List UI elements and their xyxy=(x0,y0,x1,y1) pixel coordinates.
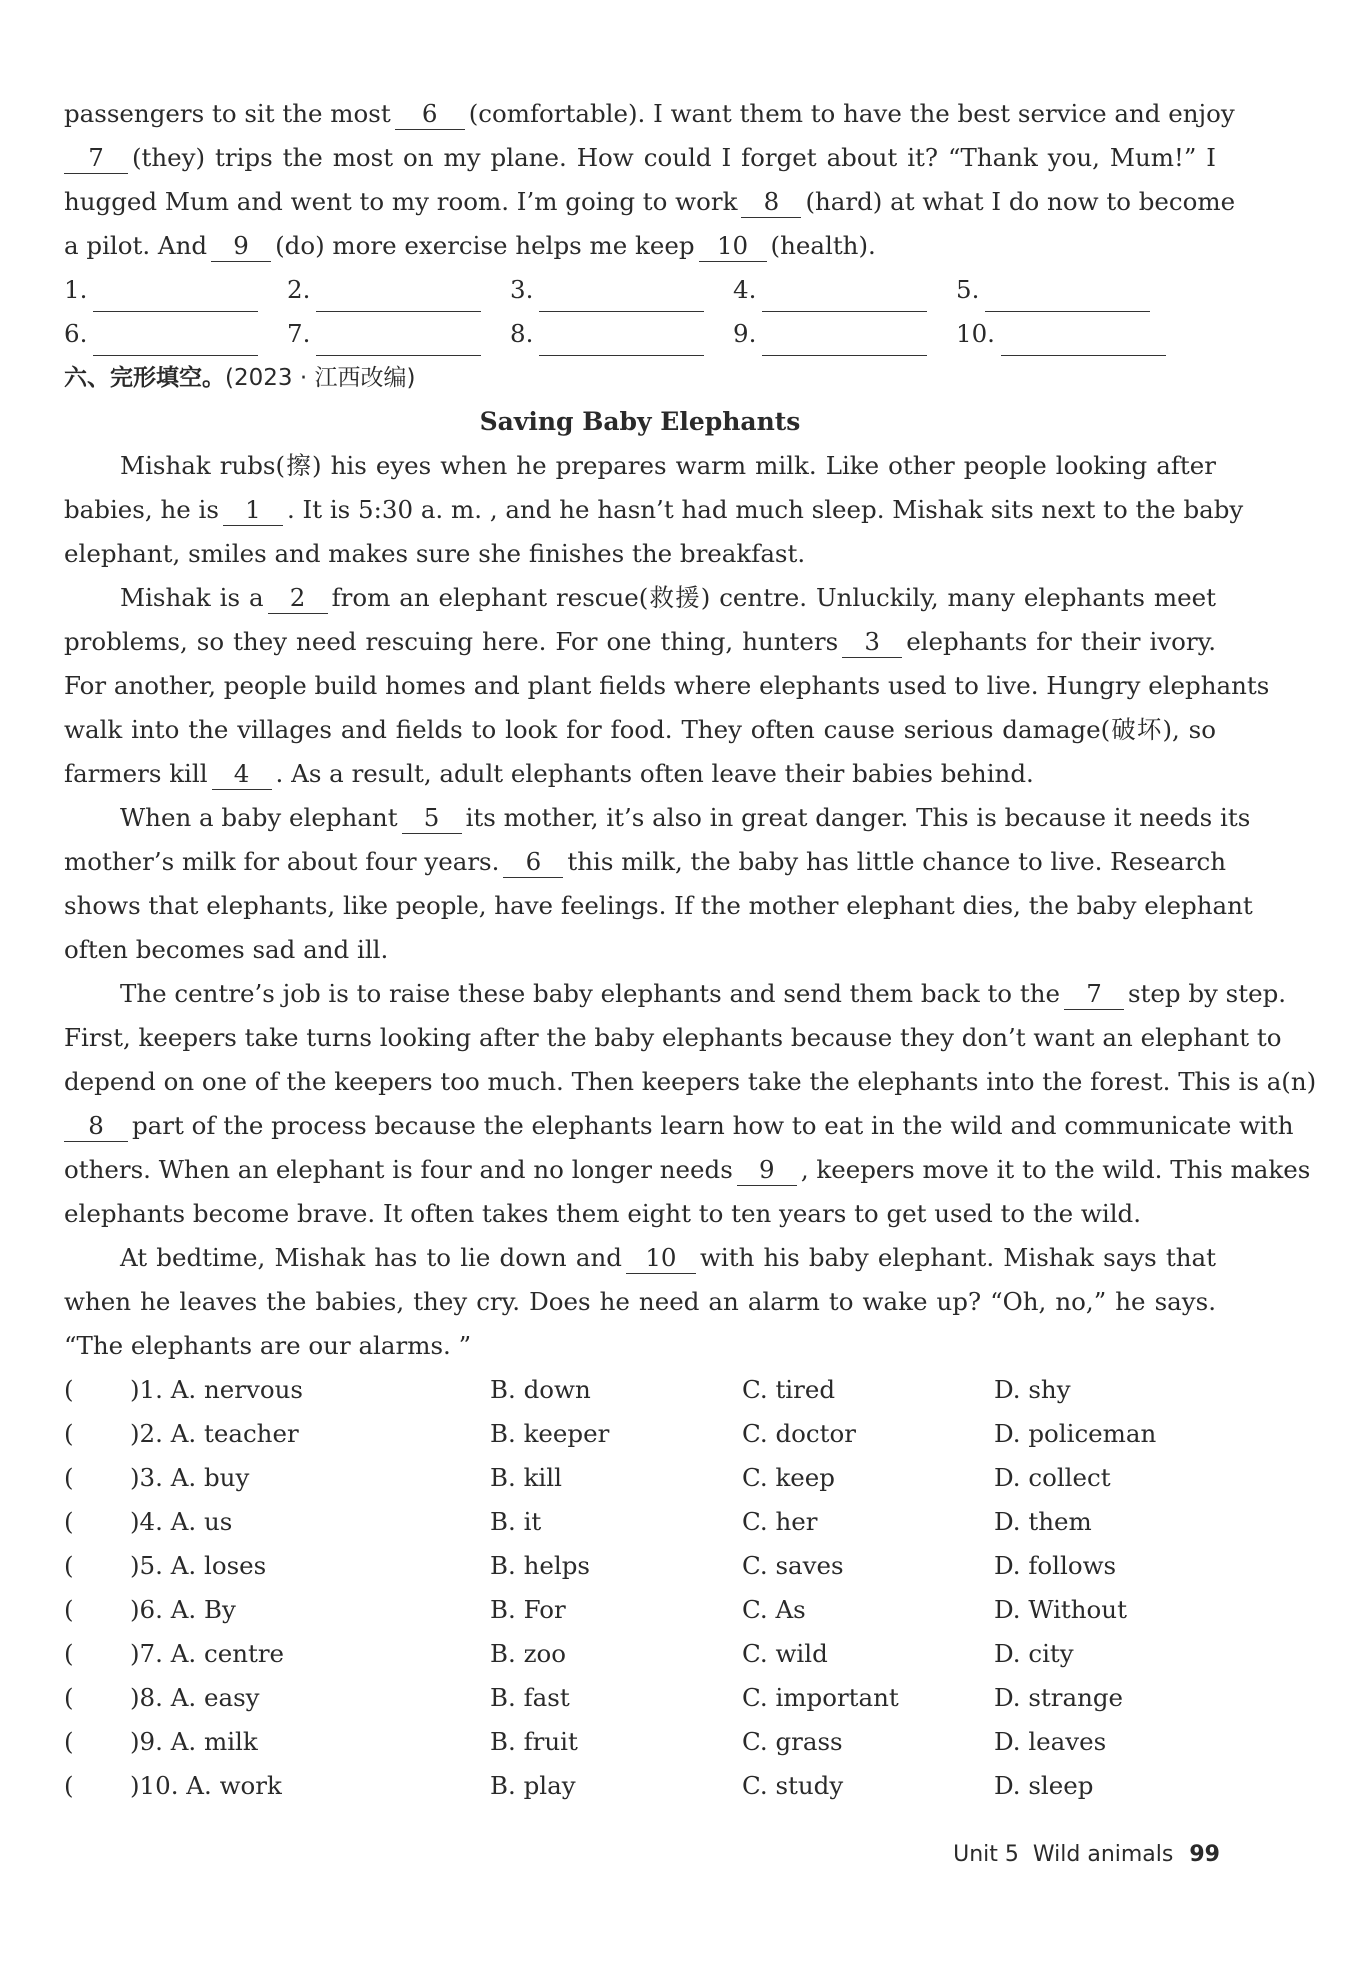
answer-blank[interactable]: 6 xyxy=(395,99,465,130)
option-c: C. study xyxy=(742,1771,844,1800)
option-a: )6. A. By xyxy=(130,1595,236,1624)
answer-slot xyxy=(956,312,1179,356)
option-a: )10. A. work xyxy=(130,1771,282,1800)
answer-slot xyxy=(733,268,956,312)
text: walk into the villages and fields to look for food. They often cause serious damage(破坏), so xyxy=(64,715,1216,744)
text: when he leaves the babies, they cry. Does he need an alarm to wake up? “Oh, no,” he says. xyxy=(64,1287,1216,1316)
answer-row xyxy=(64,268,1216,312)
option-d: D. leaves xyxy=(994,1727,1107,1756)
text-line xyxy=(64,576,1216,620)
answer-blank[interactable]: 1 xyxy=(223,495,283,526)
text: Mishak rubs(擦) his eyes when he prepares warm milk. Like other people looking after xyxy=(120,451,1216,480)
option-c: C. tired xyxy=(742,1375,836,1404)
answer-paren[interactable]: ( xyxy=(64,1595,74,1624)
text: When a baby elephant xyxy=(120,803,398,832)
text: from an elephant rescue(救援) centre. Unluckily, many elephants meet xyxy=(331,583,1216,612)
text-line xyxy=(64,1280,1216,1324)
option-c: C. important xyxy=(742,1683,899,1712)
answer-slot xyxy=(287,312,510,356)
text-line xyxy=(64,840,1226,884)
option-row xyxy=(64,1412,1216,1456)
answer-line[interactable] xyxy=(93,281,258,312)
text-line xyxy=(64,796,1251,840)
text-line xyxy=(64,1192,1216,1236)
text-line xyxy=(64,532,1216,576)
text: . It is 5:30 a. m. , and he hasn’t had much sleep. Mishak sits next to the baby xyxy=(286,495,1244,524)
text: often becomes sad and ill. xyxy=(64,935,389,964)
text: elephants become brave. It often takes them eight to ten years to get used to the wild. xyxy=(64,1199,1141,1228)
answer-blank[interactable]: 5 xyxy=(402,803,462,834)
text: step by step. xyxy=(1127,979,1287,1008)
option-a: )1. A. nervous xyxy=(130,1375,303,1404)
option-b: B. play xyxy=(490,1771,576,1800)
answer-slot xyxy=(956,268,1179,312)
answer-slot xyxy=(733,312,956,356)
text: shows that elephants, like people, have feelings. If the mother elephant dies, the baby elephant xyxy=(64,891,1253,920)
answer-label: 6. xyxy=(64,319,88,348)
answer-paren[interactable]: ( xyxy=(64,1727,74,1756)
text: , keepers move it to the wild. This makes xyxy=(800,1155,1311,1184)
page-number: 99 xyxy=(1189,1842,1220,1867)
answer-paren[interactable]: ( xyxy=(64,1639,74,1668)
answer-line[interactable] xyxy=(539,325,704,356)
answer-line[interactable] xyxy=(762,325,927,356)
option-row xyxy=(64,1720,1216,1764)
answer-slot xyxy=(510,312,733,356)
option-row xyxy=(64,1368,1216,1412)
text-line xyxy=(64,752,1216,796)
option-b: B. For xyxy=(490,1595,566,1624)
answer-paren[interactable]: ( xyxy=(64,1375,74,1404)
option-a: )9. A. milk xyxy=(130,1727,258,1756)
text: babies, he is xyxy=(64,495,219,524)
answer-slot xyxy=(287,268,510,312)
text: (do) more exercise helps me keep xyxy=(275,231,695,260)
answer-blank[interactable]: 7 xyxy=(64,143,128,174)
section-source: (2023 · 江西改编) xyxy=(225,365,416,391)
text: farmers kill xyxy=(64,759,208,788)
answer-paren[interactable]: ( xyxy=(64,1683,74,1712)
text: mother’s milk for about four years. xyxy=(64,847,500,876)
answer-line[interactable] xyxy=(985,281,1150,312)
text-line xyxy=(64,92,1235,136)
option-a: )8. A. easy xyxy=(130,1683,260,1712)
answer-paren[interactable]: ( xyxy=(64,1771,74,1800)
text-line xyxy=(64,884,1253,928)
option-c: C. doctor xyxy=(742,1419,856,1448)
text-line xyxy=(64,664,1270,708)
answer-line[interactable] xyxy=(1001,325,1166,356)
answer-paren[interactable]: ( xyxy=(64,1507,74,1536)
answer-blank[interactable]: 2 xyxy=(268,583,328,614)
text-line xyxy=(64,1324,1216,1368)
option-b: B. zoo xyxy=(490,1639,566,1668)
option-a: )5. A. loses xyxy=(130,1551,267,1580)
text: (hard) at what I do now to become xyxy=(805,187,1236,216)
answer-label: 3. xyxy=(510,275,534,304)
text-line xyxy=(64,1060,1317,1104)
answer-line[interactable] xyxy=(93,325,258,356)
option-b: B. keeper xyxy=(490,1419,610,1448)
option-d: D. shy xyxy=(994,1375,1071,1404)
answer-blank[interactable]: 8 xyxy=(64,1111,128,1142)
option-d: D. them xyxy=(994,1507,1092,1536)
answer-row xyxy=(64,312,1216,356)
option-c: C. keep xyxy=(742,1463,835,1492)
unit-label: Unit 5 xyxy=(953,1842,1019,1867)
text-line xyxy=(64,224,1216,268)
text: this milk, the baby has little chance to live. Research xyxy=(567,847,1226,876)
option-row xyxy=(64,1764,1216,1808)
text: a pilot. And xyxy=(64,231,208,260)
option-d: D. city xyxy=(994,1639,1074,1668)
text: elephants for their ivory. xyxy=(906,627,1216,656)
option-b: B. it xyxy=(490,1507,542,1536)
option-d: D. follows xyxy=(994,1551,1117,1580)
text: For another, people build homes and plant fields where elephants used to live. Hungry elephants xyxy=(64,671,1270,700)
answer-slot xyxy=(510,268,733,312)
answer-label: 5. xyxy=(956,275,980,304)
text-line xyxy=(64,136,1216,180)
answer-blank[interactable]: 8 xyxy=(741,187,801,218)
text: Mishak is a xyxy=(120,583,264,612)
text: its mother, it’s also in great danger. This is because it needs its xyxy=(465,803,1251,832)
answer-label: 10. xyxy=(956,319,995,348)
option-b: B. helps xyxy=(490,1551,590,1580)
text: “The elephants are our alarms. ” xyxy=(64,1331,472,1360)
answer-paren[interactable]: ( xyxy=(64,1463,74,1492)
option-row xyxy=(64,1588,1216,1632)
answer-blank[interactable]: 7 xyxy=(1064,979,1124,1010)
option-row xyxy=(64,1632,1216,1676)
text-line xyxy=(64,708,1216,752)
answer-blank[interactable]: 10 xyxy=(699,231,767,262)
option-row xyxy=(64,1500,1216,1544)
answer-label: 7. xyxy=(287,319,311,348)
option-c: C. As xyxy=(742,1595,806,1624)
option-c: C. her xyxy=(742,1507,818,1536)
option-a: )3. A. buy xyxy=(130,1463,250,1492)
answer-line[interactable] xyxy=(539,281,704,312)
text: . As a result, adult elephants often leave their babies behind. xyxy=(275,759,1034,788)
text: First, keepers take turns looking after the baby elephants because they don’t want an elephant to xyxy=(64,1023,1282,1052)
option-a: )7. A. centre xyxy=(130,1639,285,1668)
option-b: B. fast xyxy=(490,1683,570,1712)
page-footer xyxy=(953,1842,1220,1867)
text: part of the process because the elephants learn how to eat in the wild and communicate with xyxy=(132,1111,1294,1140)
answer-label: 4. xyxy=(733,275,757,304)
option-d: D. policeman xyxy=(994,1419,1157,1448)
answer-blank[interactable]: 3 xyxy=(842,627,902,658)
section-title: 六、完形填空。 xyxy=(64,365,225,391)
option-b: B. down xyxy=(490,1375,591,1404)
answer-slot xyxy=(64,312,287,356)
option-b: B. fruit xyxy=(490,1727,578,1756)
text: At bedtime, Mishak has to lie down and xyxy=(120,1243,622,1272)
option-b: B. kill xyxy=(490,1463,562,1492)
text-line xyxy=(64,1104,1294,1148)
option-a: )4. A. us xyxy=(130,1507,233,1536)
answer-paren[interactable]: ( xyxy=(64,1419,74,1448)
option-row xyxy=(64,1456,1216,1500)
option-d: D. collect xyxy=(994,1463,1111,1492)
text-line xyxy=(64,1148,1311,1192)
text: depend on one of the keepers too much. Then keepers take the elephants into the forest. This is a(n) xyxy=(64,1067,1317,1096)
answer-label: 1. xyxy=(64,275,88,304)
option-d: D. strange xyxy=(994,1683,1124,1712)
text-line xyxy=(64,928,1216,972)
text: The centre’s job is to raise these baby elephants and send them back to the xyxy=(120,979,1060,1008)
text: problems, so they need rescuing here. For one thing, hunters xyxy=(64,627,839,656)
text: hugged Mum and went to my room. I’m going to work xyxy=(64,187,738,216)
answer-blank[interactable]: 6 xyxy=(503,847,563,878)
text-line xyxy=(64,444,1216,488)
answer-label: 8. xyxy=(510,319,534,348)
answer-paren[interactable]: ( xyxy=(64,1551,74,1580)
answer-label: 2. xyxy=(287,275,311,304)
text: others. When an elephant is four and no longer needs xyxy=(64,1155,733,1184)
text-line xyxy=(64,488,1244,532)
option-row xyxy=(64,1676,1216,1720)
answer-label: 9. xyxy=(733,319,757,348)
text: (health). xyxy=(770,231,876,260)
option-c: C. grass xyxy=(742,1727,843,1756)
options-list xyxy=(64,1368,1216,1808)
option-a: )2. A. teacher xyxy=(130,1419,299,1448)
answer-blank[interactable]: 9 xyxy=(737,1155,797,1186)
text: with his baby elephant. Mishak says that xyxy=(699,1243,1216,1272)
section-heading xyxy=(64,356,1216,400)
answer-blank[interactable]: 4 xyxy=(212,759,272,790)
answer-line[interactable] xyxy=(316,281,481,312)
answer-slot xyxy=(64,268,287,312)
text: (comfortable). I want them to have the best service and enjoy xyxy=(468,99,1235,128)
article-title: Saving Baby Elephants xyxy=(479,407,801,436)
answer-line[interactable] xyxy=(762,281,927,312)
answer-blank[interactable]: 10 xyxy=(626,1243,696,1274)
option-d: D. Without xyxy=(994,1595,1127,1624)
text: elephant, smiles and makes sure she finishes the breakfast. xyxy=(64,539,806,568)
text-line xyxy=(64,972,1287,1016)
text-line xyxy=(64,620,1216,664)
text: passengers to sit the most xyxy=(64,99,391,128)
text-line xyxy=(64,1016,1282,1060)
page-content xyxy=(64,92,1317,1808)
option-c: C. wild xyxy=(742,1639,828,1668)
option-row xyxy=(64,1544,1216,1588)
option-d: D. sleep xyxy=(994,1771,1094,1800)
unit-title: Wild animals xyxy=(1032,1842,1174,1867)
text-line xyxy=(64,180,1236,224)
option-c: C. saves xyxy=(742,1551,844,1580)
text-line xyxy=(64,1236,1216,1280)
text: (they) trips the most on my plane. How could I forget about it? “Thank you, Mum!” I xyxy=(132,143,1216,172)
answer-line[interactable] xyxy=(316,325,481,356)
answer-blank[interactable]: 9 xyxy=(211,231,271,262)
